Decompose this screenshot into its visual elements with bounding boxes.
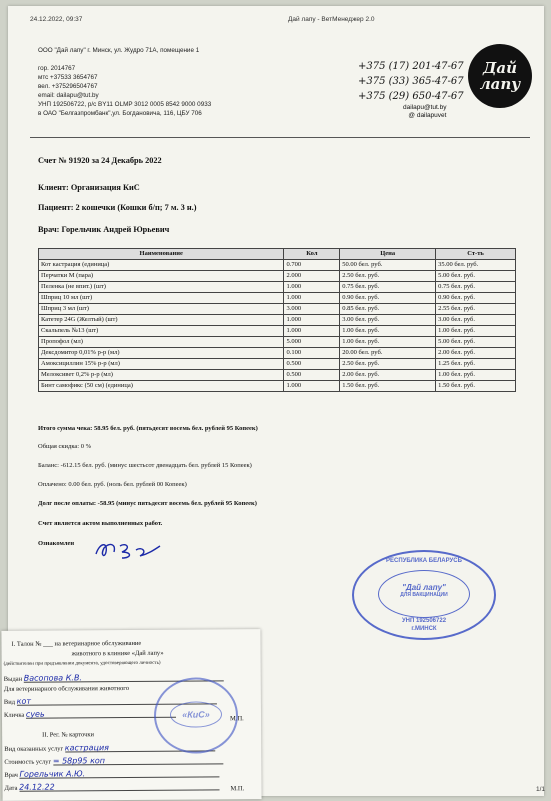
- balance: Баланс: -612.15 бел. руб. (минус шестьсот двенадцать бел. рублей 15 Копеек): [38, 462, 252, 469]
- vet-service-coupon: [1, 629, 261, 801]
- table-cell: 35.00 бел. руб.: [436, 260, 516, 271]
- issued-value: Васопова К.В.: [24, 672, 224, 682]
- field-label: Дата: [4, 784, 18, 792]
- coupon-section-2: II. Рег. № карточки: [42, 731, 95, 739]
- pet-name-row: [4, 709, 176, 719]
- kind-value: кот: [17, 695, 217, 705]
- acquainted-label: Ознакомлен: [38, 540, 75, 547]
- phone-number: +375 (17) 201-47-67: [358, 61, 464, 72]
- coupon-note: (действителен при предъявлении документа, удостоверяющего личность): [3, 660, 161, 667]
- table-row: [39, 370, 516, 381]
- table-cell: 1.00 бел. руб.: [340, 337, 436, 348]
- cost-value: = 58р95 коп: [53, 755, 223, 765]
- table-cell: 5.00 бел. руб.: [436, 337, 516, 348]
- page-number: 1/1: [536, 786, 546, 793]
- services-value: кастрация: [65, 742, 215, 752]
- table-cell: 2.000: [284, 271, 340, 282]
- field-label: Вид: [3, 698, 16, 706]
- table-cell: Перчатки М (пара): [39, 271, 284, 282]
- table-cell: 1.000: [284, 326, 340, 337]
- stamp-text: «КиС»: [170, 701, 222, 727]
- phone-number: +375 (29) 650-47-67: [358, 91, 464, 102]
- company-line: гор. 2014767: [38, 65, 76, 72]
- company-line: УНП 192506722, p/c BY11 OLMP 3012 0005 8542 9000 0933: [38, 101, 212, 108]
- stamp-text: РЕСПУБЛИКА БЕЛАРУСЬ: [386, 558, 462, 564]
- company-details: [38, 46, 211, 118]
- client-line: Клиент: Организация КиС: [38, 183, 140, 192]
- table-cell: Мелоксивет 0,2% р-р (мл): [39, 370, 284, 381]
- doctor-line: Врач: Горельчик Андрей Юрьевич: [38, 225, 170, 234]
- services-table: [38, 248, 516, 392]
- table-cell: 0.100: [284, 348, 340, 359]
- debt-after-payment: Долг после оплаты: -58.95 (минус пятьдесят восемь бел. рублей 95 Копеек): [38, 500, 257, 507]
- table-body: [39, 260, 516, 392]
- table-cell: 0.75 бел. руб.: [436, 282, 516, 293]
- table-cell: Кот кастрация (единица): [39, 260, 284, 271]
- company-line: в ОАО "Белгазпромбанк",ул. Богдановича, 116, ЦБУ 706: [38, 110, 202, 117]
- discount: Общая скидка: 0 %: [38, 443, 91, 450]
- logo-word: лапу: [479, 75, 521, 93]
- table-cell: 1.50 бел. руб.: [436, 381, 516, 392]
- field-label: Стоимость услуг: [4, 758, 52, 766]
- coupon-heading: I. Талон № ___ на ветеринарное обслуживание: [11, 639, 142, 648]
- table-cell: 2.50 бел. руб.: [340, 359, 436, 370]
- table-cell: 2.00 бел. руб.: [340, 370, 436, 381]
- table-cell: Шприц 10 мл (шт): [39, 293, 284, 304]
- table-cell: 5.00 бел. руб.: [436, 271, 516, 282]
- table-cell: 1.00 бел. руб.: [436, 326, 516, 337]
- table-row: [39, 381, 516, 392]
- stamp-text: "Дай лапу": [402, 583, 446, 592]
- table-cell: 3.00 бел. руб.: [340, 315, 436, 326]
- table-cell: 2.55 бел. руб.: [436, 304, 516, 315]
- table-row: [39, 304, 516, 315]
- table-row: [39, 260, 516, 271]
- service-purpose: Для ветеринарного обслуживания животного: [3, 685, 129, 693]
- clinic-round-stamp: [352, 550, 496, 640]
- table-cell: Амоксициллин 15% р-р (мл): [39, 359, 284, 370]
- table-row: [39, 271, 516, 282]
- header-divider: [30, 137, 530, 138]
- table-cell: 0.90 бел. руб.: [340, 293, 436, 304]
- contact-emails: [403, 104, 446, 120]
- patient-line: Пациент: 2 кошечки (Кошки б/п; 7 м. 3 н.): [38, 203, 197, 212]
- table-header-row: [39, 249, 516, 260]
- date-value: 24.12.22: [19, 781, 219, 791]
- column-header: Наименование: [39, 249, 284, 260]
- table-cell: 50.00 бел. руб.: [340, 260, 436, 271]
- pet-name-value: суеь: [26, 709, 176, 719]
- table-cell: 1.25 бел. руб.: [436, 359, 516, 370]
- table-cell: 1.000: [284, 293, 340, 304]
- coupon-heading: животного в клинике «Дай лапу»: [71, 649, 164, 658]
- company-line: email: dailapu@tut.by: [38, 92, 99, 99]
- table-row: [39, 337, 516, 348]
- table-cell: 1.00 бел. руб.: [436, 370, 516, 381]
- act-note: Счет является актом выполненных работ.: [38, 520, 163, 527]
- stamp-text: г.МИНСК: [411, 626, 437, 632]
- table-cell: Скальпель №13 (шт): [39, 326, 284, 337]
- table-cell: 1.00 бел. руб.: [340, 326, 436, 337]
- company-line: ООО "Дай лапу" г. Минск, ул. Жудро 71А, помещение 1: [38, 47, 200, 54]
- table-row: [39, 315, 516, 326]
- table-cell: 1.50 бел. руб.: [340, 381, 436, 392]
- table-cell: 3.000: [284, 304, 340, 315]
- invoice-title: Счет № 91920 за 24 Декабрь 2022: [38, 156, 162, 165]
- stamp-text: ДЛЯ ВАКЦИНАЦИИ: [400, 592, 448, 598]
- table-cell: Дексдомитор 0,01% р-р (мл): [39, 348, 284, 359]
- column-header: Кол: [284, 249, 340, 260]
- field-label: Врач: [4, 771, 18, 779]
- field-label: Вид оказанных услуг: [4, 745, 64, 753]
- table-cell: 1.000: [284, 315, 340, 326]
- table-row: [39, 326, 516, 337]
- table-cell: 2.00 бел. руб.: [436, 348, 516, 359]
- table-cell: Пеленка (не впит.) (шт): [39, 282, 284, 293]
- company-line: [38, 55, 211, 64]
- phone-list: [358, 59, 464, 104]
- table-row: [39, 359, 516, 370]
- total-sum: Итого сумма чека: 58.95 бел. руб. (пятьдесят восемь бел. рублей 95 Копеек): [38, 425, 258, 432]
- table-cell: 3.00 бел. руб.: [436, 315, 516, 326]
- table-row: [39, 293, 516, 304]
- table-row: [39, 348, 516, 359]
- phone-number: +375 (33) 365-47-67: [358, 76, 464, 87]
- table-cell: 0.85 бел. руб.: [340, 304, 436, 315]
- table-cell: 0.700: [284, 260, 340, 271]
- field-label: Кличка: [3, 711, 25, 719]
- column-header: Ст-ть: [436, 249, 516, 260]
- seal-place: М.П.: [230, 785, 245, 793]
- doctor-row: [4, 768, 219, 779]
- email: dailapu@tut.by: [403, 104, 447, 111]
- program-name: Дай лапу - ВетМенеджер 2.0: [288, 16, 375, 23]
- table-cell: 0.75 бел. руб.: [340, 282, 436, 293]
- cost-row: [4, 755, 223, 766]
- table-cell: 1.000: [284, 282, 340, 293]
- table-cell: 5.000: [284, 337, 340, 348]
- clinic-logo: [468, 44, 532, 108]
- paid: Оплачено: 0.00 бел. руб. (ноль бел. рублей 00 Копеек): [38, 481, 187, 488]
- table-cell: Пропофол (мл): [39, 337, 284, 348]
- field-label: Выдан: [3, 675, 23, 683]
- logo-word: Дай: [483, 59, 517, 77]
- stamp-inner-ring: [378, 570, 470, 618]
- date-row: [4, 781, 219, 791]
- table-cell: 0.500: [284, 370, 340, 381]
- table-cell: 2.50 бел. руб.: [340, 271, 436, 282]
- company-line: вел. +375296504767: [38, 83, 98, 90]
- coupon-stamp: [154, 677, 239, 754]
- table-row: [39, 282, 516, 293]
- social-handle: @ dailapuvet: [408, 112, 447, 119]
- handwritten-signature: [92, 540, 164, 560]
- table-cell: Бинт самофикс (50 см) (единица): [39, 381, 284, 392]
- table-cell: Катетер 24G (Желтый) (шт): [39, 315, 284, 326]
- doctor-value: Горельчик А.Ю.: [19, 768, 219, 778]
- table-cell: Шприц 3 мл (шт): [39, 304, 284, 315]
- seal-place: М.П.: [230, 715, 244, 723]
- company-line: мтс +37533 3654767: [38, 74, 98, 81]
- column-header: Цена: [340, 249, 436, 260]
- table-cell: 20.00 бел. руб.: [340, 348, 436, 359]
- table-cell: 1.000: [284, 381, 340, 392]
- print-datetime: 24.12.2022, 09:37: [30, 16, 83, 23]
- table-cell: 0.500: [284, 359, 340, 370]
- stamp-text: УНП 192506722: [401, 618, 447, 624]
- table-cell: 0.90 бел. руб.: [436, 293, 516, 304]
